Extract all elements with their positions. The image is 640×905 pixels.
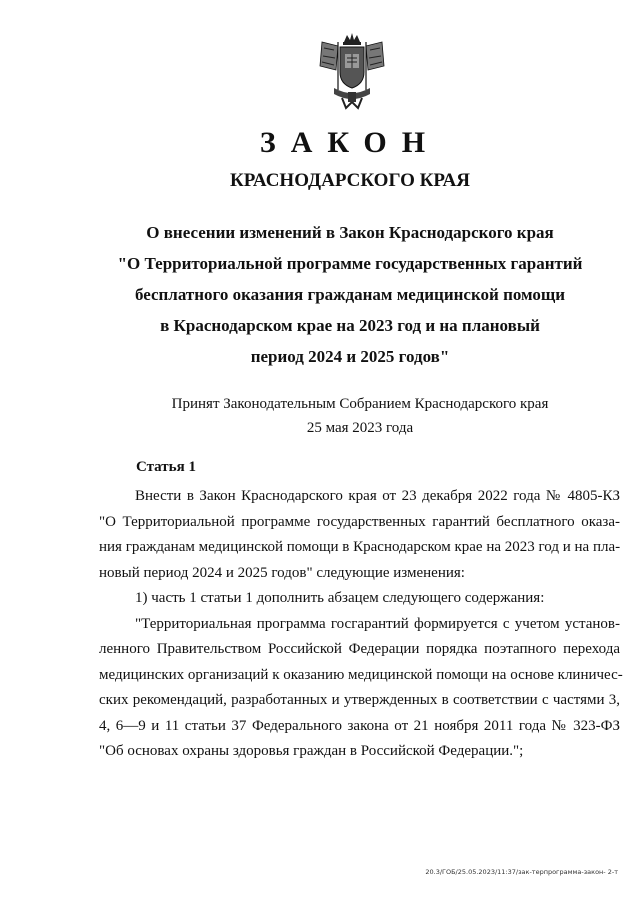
title-line: О внесении изменений в Закон Краснодарского края bbox=[146, 223, 554, 242]
title-line: период 2024 и 2025 годов" bbox=[250, 347, 450, 366]
body-line: ских рекомендаций, разработанных и утвержденных в соответствии с частями 3, bbox=[99, 692, 620, 708]
body-line: "Об основах охраны здоровья граждан в Российской Федерации."; bbox=[99, 743, 524, 759]
law-title bbox=[60, 217, 640, 372]
body-line: медицинских организаций к оказанию медицинской помощи на основе клиничес- bbox=[99, 666, 623, 683]
title-line: в Краснодарском крае на 2023 год и на плановый bbox=[160, 316, 540, 335]
document-code: 20.3/ГОБ/25.05.2023/11:37/зак-терпрограмма-закон- 2-т bbox=[425, 868, 618, 876]
coat-of-arms-emblem bbox=[316, 32, 388, 112]
body-line: "Территориальная программа госгарантий формируется с учетом установ- bbox=[135, 615, 620, 632]
title-line: "О Территориальной программе государственных гарантий bbox=[117, 254, 583, 273]
body-line: Внести в Закон Краснодарского края от 23 декабря 2022 года № 4805-КЗ bbox=[135, 488, 620, 504]
article-heading: Статья 1 bbox=[136, 459, 196, 475]
body-line: новый период 2024 и 2025 годов" следующие изменения: bbox=[99, 564, 465, 581]
adoption-body: Принят Законодательным Собранием Краснодарского края bbox=[171, 396, 549, 412]
body-line: 1) часть 1 статьи 1 дополнить абзацем следующего содержания: bbox=[135, 590, 545, 606]
document-type: ЗАКОН bbox=[259, 126, 441, 159]
body-line: "О Территориальной программе государственных гарантий бесплатного оказа- bbox=[99, 513, 620, 530]
article-body bbox=[99, 484, 623, 765]
document-region: КРАСНОДАРСКОГО КРАЯ bbox=[229, 170, 471, 191]
title-line: бесплатного оказания гражданам медицинской помощи bbox=[134, 285, 566, 304]
adoption-note bbox=[60, 392, 640, 440]
body-line: ленного Правительством Российской Федерации порядка поэтапного перехода bbox=[99, 641, 620, 657]
body-line: 4, 6—9 и 11 статьи 37 Федерального закона от 21 ноября 2011 года № 323-ФЗ bbox=[99, 717, 620, 734]
body-line: ния гражданам медицинской помощи в Краснодарском крае на 2023 год и на пла- bbox=[99, 539, 621, 555]
adoption-date: 25 мая 2023 года bbox=[306, 420, 414, 436]
